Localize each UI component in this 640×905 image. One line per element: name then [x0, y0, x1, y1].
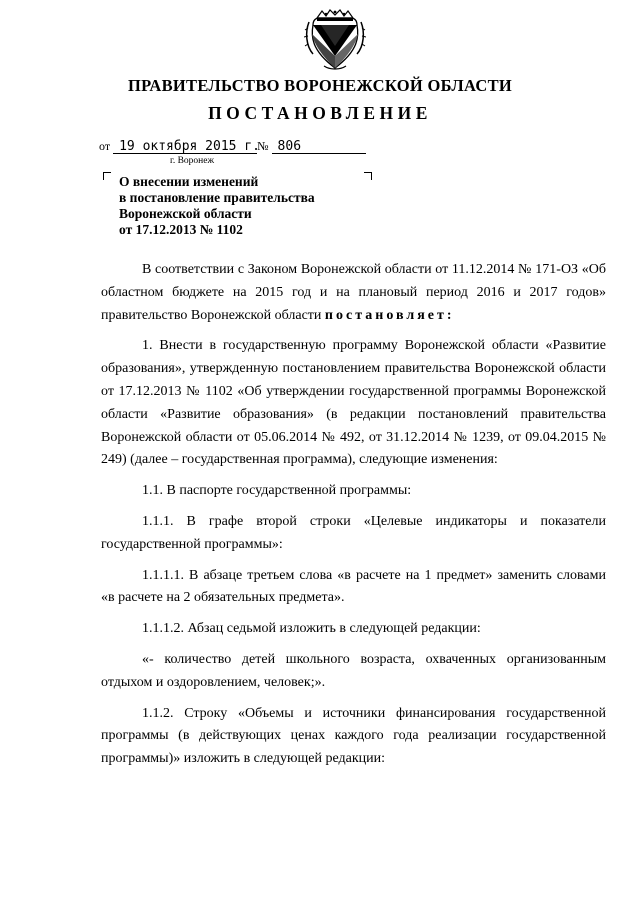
clause-1-1-1: 1.1.1. В графе второй строки «Целевые индикаторы и показатели государственной программы»:: [101, 513, 606, 552]
subject-line: в постановление правительства: [119, 190, 315, 205]
document-subject: [119, 174, 315, 238]
date-number-line: [99, 139, 366, 154]
document-type: ПОСТАНОВЛЕНИЕ: [208, 103, 432, 123]
date-prefix: от: [99, 139, 111, 153]
clause-1-1-1-1: 1.1.1.1. В абзаце третьем слова «в расчете на 1 предмет» заменить словами «в расчете на 2 обязательных предмета».: [101, 567, 606, 606]
date-field: [113, 139, 260, 154]
clause-1-1-1-2: 1.1.1.2. Абзац седьмой изложить в следующей редакции:: [142, 621, 481, 637]
decree-word: постановляет:: [324, 307, 455, 323]
clause-1-1: 1.1. В паспорте государственной программы:: [142, 483, 412, 499]
subject-line: от 17.12.2013 № 1102: [119, 222, 243, 237]
quoted-paragraph: «- количество детей школьного возраста, охваченных организованным отдыхом и оздоровлением, человек;».: [101, 651, 606, 690]
date-value: 19 октября 2015 г.: [119, 139, 260, 154]
subject-corner-left: [103, 172, 111, 180]
number-field: [272, 140, 366, 154]
number-value: 806: [277, 139, 302, 154]
number-prefix: №: [257, 139, 269, 153]
city-label: г. Воронеж: [170, 156, 215, 166]
clause-1-1-2: 1.1.2. Строку «Объемы и источники финансирования государственной программы (в действующих ценах каждого года реализации государственной программы)» изложить в следующей редакции:: [101, 705, 606, 767]
government-name: ПРАВИТЕЛЬСТВО ВОРОНЕЖСКОЙ ОБЛАСТИ: [127, 76, 513, 95]
clause-1: 1. Внести в государственную программу Воронежской области «Развитие образования», утвержденную постановлением правительства Воронежской области от 17.12.2013 № 1102 «Об утверждении государственной программы Воронежской области «Развитие образования» (в редакции постановлений правительства Воронежской области от 05.06.2014 № 492, от 31.12.2014 № 1239, от 09.04.2015 № 249) (далее – государственная программа), следующие изменения:: [101, 338, 606, 468]
subject-corner-right: [364, 172, 372, 180]
document-body: [101, 259, 606, 779]
subject-line: Воронежской области: [119, 206, 252, 221]
voronezh-coat-of-arms-icon: [304, 6, 366, 72]
preamble-paragraph: [101, 259, 606, 327]
subject-line: О внесении изменений: [119, 174, 259, 189]
preamble-text: В соответствии с Законом Воронежской области от 11.12.2014 № 171-ОЗ «Об областном бюджете на 2015 год и на плановый период 2016 и 2017 годов» правительство Воронежской области: [101, 262, 606, 323]
